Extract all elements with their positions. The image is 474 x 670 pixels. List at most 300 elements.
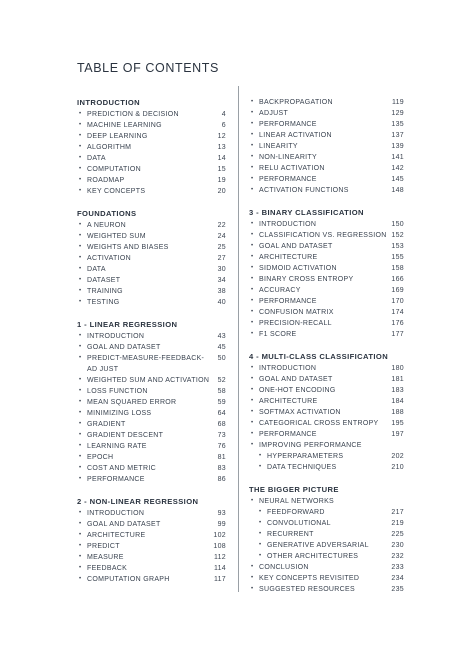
toc-entry-label: MEAN SQUARED ERROR	[87, 399, 177, 406]
toc-entry-page-number: 176	[391, 320, 404, 327]
toc-entry[interactable]	[77, 375, 226, 386]
toc-entry-page-number: 64	[217, 410, 226, 417]
toc-entry[interactable]	[77, 563, 226, 574]
toc-entry[interactable]	[77, 131, 226, 142]
toc-entry-page-number: 25	[217, 244, 226, 251]
toc-entry[interactable]	[249, 440, 404, 451]
toc-entry-page-number: 141	[391, 154, 404, 161]
bullet-icon: •	[259, 553, 262, 559]
toc-entry[interactable]	[77, 541, 226, 552]
toc-entry-page-number: 20	[217, 188, 226, 195]
toc-entry-label: GOAL AND DATASET	[87, 344, 161, 351]
bullet-icon: •	[251, 99, 254, 105]
toc-entry[interactable]	[249, 584, 404, 595]
toc-entry-label: PRECISION-RECALL	[259, 320, 332, 327]
bullet-icon: •	[251, 265, 254, 271]
bullet-icon: •	[259, 520, 262, 526]
toc-entry[interactable]	[249, 130, 404, 141]
toc-entry-label: INTRODUCTION	[87, 333, 145, 340]
toc-entry[interactable]	[249, 296, 404, 307]
bullet-icon: •	[79, 144, 82, 150]
toc-entry-label: CLASSIFICATION VS. REGRESSION	[259, 232, 387, 239]
toc-entry[interactable]	[249, 318, 404, 329]
toc-entry[interactable]	[249, 241, 404, 252]
toc-entry-label: WEIGHTED SUM	[87, 233, 146, 240]
bullet-icon: •	[251, 187, 254, 193]
toc-entry[interactable]	[77, 264, 226, 275]
toc-entry-page-number: 19	[217, 177, 226, 184]
toc-entry[interactable]	[249, 551, 404, 562]
toc-entry-label: IMPROVING PERFORMANCE	[259, 442, 362, 449]
section-heading: 2 - NON-LINEAR REGRESSION	[77, 497, 199, 506]
toc-entry-page-number: 30	[217, 266, 226, 273]
toc-entry-page-number: 73	[217, 432, 226, 439]
toc-entry-page-number: 183	[391, 387, 404, 394]
section-gap	[77, 197, 226, 208]
toc-entry[interactable]	[249, 252, 404, 263]
bullet-icon: •	[251, 132, 254, 138]
toc-entry-label: HYPERPARAMETERS	[267, 453, 344, 460]
toc-entry[interactable]	[249, 496, 404, 507]
toc-entry[interactable]	[249, 451, 404, 462]
bullet-icon: •	[251, 442, 254, 448]
toc-entry-label: ONE-HOT ENCODING	[259, 387, 336, 394]
toc-entry[interactable]	[77, 186, 226, 197]
section-gap	[249, 196, 404, 207]
toc-entry[interactable]	[249, 230, 404, 241]
toc-entry-label: SUGGESTED RESOURCES	[259, 586, 355, 593]
toc-entry-label: COST AND METRIC	[87, 465, 156, 472]
bullet-icon: •	[251, 320, 254, 326]
toc-entry[interactable]	[77, 452, 226, 463]
toc-entry-label: DATA	[87, 155, 106, 162]
toc-section-4-multi-class-classification	[249, 351, 404, 473]
toc-entry[interactable]	[249, 407, 404, 418]
bullet-icon: •	[79, 222, 82, 228]
toc-entry-page-number: 34	[217, 277, 226, 284]
toc-entry-page-number: 230	[391, 542, 404, 549]
toc-entry[interactable]	[77, 530, 226, 541]
toc-entry[interactable]	[77, 441, 226, 452]
bullet-icon: •	[79, 388, 82, 394]
toc-entry-page-number: 68	[217, 421, 226, 428]
toc-entry-label: ACTIVATION	[87, 255, 131, 262]
toc-entry-label: PREDICT-MEASURE-FEEDBACK-AD JUST	[87, 355, 205, 373]
bullet-icon: •	[259, 453, 262, 459]
toc-entry[interactable]	[77, 164, 226, 175]
toc-entry-page-number: 86	[217, 476, 226, 483]
toc-entry-label: A NEURON	[87, 222, 126, 229]
toc-entry[interactable]	[249, 97, 404, 108]
toc-entry-page-number: 150	[391, 221, 404, 228]
toc-entry-label: TESTING	[87, 299, 120, 306]
toc-entry-page-number: 50	[217, 355, 226, 362]
toc-entry[interactable]	[77, 519, 226, 530]
toc-entry-label: GENERATIVE ADVERSARIAL	[267, 542, 369, 549]
toc-entry[interactable]	[77, 231, 226, 242]
section-heading: INTRODUCTION	[77, 98, 141, 107]
toc-entry-page-number: 170	[391, 298, 404, 305]
toc-entry-page-number: 102	[213, 532, 226, 539]
toc-entry-page-number: 45	[217, 344, 226, 351]
bullet-icon: •	[79, 266, 82, 272]
toc-entry[interactable]	[77, 286, 226, 297]
bullet-icon: •	[251, 586, 254, 592]
toc-entry-label: ALGORITHM	[87, 144, 132, 151]
bullet-icon: •	[251, 165, 254, 171]
toc-entry-label: KEY CONCEPTS REVISITED	[259, 575, 360, 582]
toc-entry-label: ARCHITECTURE	[87, 532, 146, 539]
section-heading: 4 - MULTI-CLASS CLASSIFICATION	[249, 352, 389, 361]
toc-entry-label: LOSS FUNCTION	[87, 388, 148, 395]
toc-entry[interactable]	[249, 274, 404, 285]
toc-entry[interactable]	[77, 430, 226, 441]
bullet-icon: •	[79, 122, 82, 128]
toc-entry-label: GRADIENT	[87, 421, 126, 428]
bullet-icon: •	[251, 420, 254, 426]
toc-entry-label: COMPUTATION	[87, 166, 141, 173]
toc-entry-label: RELU ACTIVATION	[259, 165, 325, 172]
column-divider	[238, 86, 239, 592]
toc-entry[interactable]	[77, 142, 226, 153]
toc-entry[interactable]	[77, 275, 226, 286]
toc-entry[interactable]	[249, 462, 404, 473]
toc-entry-page-number: 184	[391, 398, 404, 405]
section-heading: 3 - BINARY CLASSIFICATION	[249, 208, 364, 217]
bullet-icon: •	[251, 243, 254, 249]
bullet-icon: •	[251, 309, 254, 315]
toc-entry[interactable]	[77, 386, 226, 397]
toc-entry-page-number: 15	[217, 166, 226, 173]
toc-entry-label: EPOCH	[87, 454, 114, 461]
toc-entry-label: GRADIENT DESCENT	[87, 432, 164, 439]
toc-entry-label: INTRODUCTION	[259, 365, 317, 372]
toc-entry-page-number: 99	[217, 521, 226, 528]
toc-entry[interactable]	[249, 529, 404, 540]
toc-entry[interactable]	[77, 242, 226, 253]
toc-entry-label: LINEAR ACTIVATION	[259, 132, 332, 139]
bullet-icon: •	[79, 111, 82, 117]
toc-entry-page-number: 22	[217, 222, 226, 229]
bullet-icon: •	[251, 298, 254, 304]
toc-entry-label: GOAL AND DATASET	[259, 376, 333, 383]
toc-section-introduction	[77, 97, 226, 197]
toc-entry[interactable]	[249, 329, 404, 340]
toc-entry[interactable]	[77, 120, 226, 131]
bullet-icon: •	[79, 543, 82, 549]
bullet-icon: •	[79, 443, 82, 449]
section-heading: THE BIGGER PICTURE	[249, 485, 339, 494]
bullet-icon: •	[251, 331, 254, 337]
bullet-icon: •	[251, 365, 254, 371]
toc-entry-page-number: 169	[391, 287, 404, 294]
bullet-icon: •	[79, 399, 82, 405]
bullet-icon: •	[79, 333, 82, 339]
toc-entry[interactable]	[77, 408, 226, 419]
toc-entry-page-number: 174	[391, 309, 404, 316]
toc-entry-page-number: 137	[391, 132, 404, 139]
toc-entry-label: PERFORMANCE	[259, 121, 317, 128]
toc-entry-label: TRAINING	[87, 288, 123, 295]
toc-entry-label: NON-LINEARITY	[259, 154, 317, 161]
bullet-icon: •	[259, 542, 262, 548]
toc-entry-label: BACKPROPAGATION	[259, 99, 333, 106]
bullet-icon: •	[251, 254, 254, 260]
toc-entry[interactable]	[249, 185, 404, 196]
toc-entry-page-number: 58	[217, 388, 226, 395]
toc-entry-page-number: 145	[391, 176, 404, 183]
toc-entry-label: PREDICT	[87, 543, 120, 550]
bullet-icon: •	[79, 432, 82, 438]
toc-entry-label: ARCHITECTURE	[259, 398, 318, 405]
page-title: TABLE OF CONTENTS	[77, 61, 219, 75]
toc-entry[interactable]	[77, 474, 226, 485]
toc-entry[interactable]	[77, 419, 226, 430]
toc-entry-label: ROADMAP	[87, 177, 125, 184]
toc-entry-page-number: 52	[217, 377, 226, 384]
toc-entry-page-number: 83	[217, 465, 226, 472]
toc-entry-page-number: 219	[391, 520, 404, 527]
bullet-icon: •	[251, 154, 254, 160]
toc-entry[interactable]	[77, 109, 226, 120]
toc-entry[interactable]	[249, 119, 404, 130]
toc-entry-page-number: 108	[213, 543, 226, 550]
toc-entry[interactable]	[249, 518, 404, 529]
bullet-icon: •	[259, 464, 262, 470]
toc-entry-label: DATA TECHNIQUES	[267, 464, 337, 471]
toc-entry-label: ARCHITECTURE	[259, 254, 318, 261]
toc-entry-label: PERFORMANCE	[259, 176, 317, 183]
toc-entry-label: ACCURACY	[259, 287, 301, 294]
toc-entry-label: OTHER ARCHITECTURES	[267, 553, 359, 560]
toc-entry[interactable]	[77, 297, 226, 308]
section-heading: 1 - LINEAR REGRESSION	[77, 320, 178, 329]
toc-entry[interactable]	[249, 562, 404, 573]
bullet-icon: •	[79, 410, 82, 416]
toc-entry-page-number: 27	[217, 255, 226, 262]
toc-entry-page-number: 188	[391, 409, 404, 416]
bullet-icon: •	[79, 288, 82, 294]
bullet-icon: •	[251, 409, 254, 415]
toc-entry[interactable]	[249, 263, 404, 274]
toc-entry-label: WEIGHTS AND BIASES	[87, 244, 169, 251]
toc-entry-page-number: 139	[391, 143, 404, 150]
toc-entry-page-number: 234	[391, 575, 404, 582]
toc-entry-label: MACHINE LEARNING	[87, 122, 162, 129]
toc-entry[interactable]	[249, 507, 404, 518]
toc-entry[interactable]	[249, 219, 404, 230]
toc-entry-page-number: 210	[391, 464, 404, 471]
toc-entry-label: MINIMIZING LOSS	[87, 410, 152, 417]
toc-entry-page-number: 177	[391, 331, 404, 338]
toc-section-3-binary-classification	[249, 207, 404, 340]
toc-entry-page-number: 38	[217, 288, 226, 295]
bullet-icon: •	[79, 177, 82, 183]
toc-entry[interactable]	[249, 429, 404, 440]
toc-section-foundations	[77, 208, 226, 308]
toc-left-column	[77, 97, 226, 585]
toc-entry-page-number: 117	[213, 576, 226, 583]
toc-entry-label: ACTIVATION FUNCTIONS	[259, 187, 349, 194]
toc-entry-label: PERFORMANCE	[259, 298, 317, 305]
toc-entry[interactable]	[77, 397, 226, 408]
toc-section-the-bigger-picture	[249, 484, 404, 595]
bullet-icon: •	[79, 244, 82, 250]
toc-entry-page-number: 14	[217, 155, 226, 162]
toc-entry-page-number: 24	[217, 233, 226, 240]
toc-entry[interactable]	[249, 174, 404, 185]
toc-entry[interactable]	[249, 540, 404, 551]
toc-entry-page-number: 181	[391, 376, 404, 383]
toc-entry-page-number: 93	[217, 510, 226, 517]
toc-entry-label: DATASET	[87, 277, 121, 284]
bullet-icon: •	[79, 510, 82, 516]
toc-entry[interactable]	[77, 342, 226, 353]
toc-entry[interactable]	[249, 363, 404, 374]
bullet-icon: •	[79, 454, 82, 460]
toc-entry-page-number: 148	[391, 187, 404, 194]
toc-entry[interactable]	[77, 353, 226, 375]
toc-entry-page-number: 235	[391, 586, 404, 593]
toc-entry-label: KEY CONCEPTS	[87, 188, 146, 195]
toc-entry-page-number: 129	[391, 110, 404, 117]
toc-entry[interactable]	[77, 508, 226, 519]
toc-entry-page-number: 195	[391, 420, 404, 427]
bullet-icon: •	[251, 564, 254, 570]
section-gap	[249, 473, 404, 484]
toc-entry-label: CONCLUSION	[259, 564, 309, 571]
toc-right-column	[249, 97, 404, 595]
toc-entry[interactable]	[249, 163, 404, 174]
toc-entry[interactable]	[77, 253, 226, 264]
toc-entry-label: ADJUST	[259, 110, 289, 117]
toc-entry-page-number: 59	[217, 399, 226, 406]
toc-entry-label: LEARNING RATE	[87, 443, 147, 450]
bullet-icon: •	[259, 531, 262, 537]
section-gap	[77, 485, 226, 496]
toc-entry-label: DEEP LEARNING	[87, 133, 148, 140]
toc-entry-page-number: 197	[391, 431, 404, 438]
toc-entry[interactable]	[77, 574, 226, 585]
bullet-icon: •	[251, 110, 254, 116]
bullet-icon: •	[79, 255, 82, 261]
bullet-icon: •	[79, 277, 82, 283]
toc-entry-label: INTRODUCTION	[259, 221, 317, 228]
toc-entry-page-number: 135	[391, 121, 404, 128]
bullet-icon: •	[79, 299, 82, 305]
bullet-icon: •	[79, 133, 82, 139]
toc-entry-page-number: 153	[391, 243, 404, 250]
bullet-icon: •	[79, 576, 82, 582]
toc-entry-label: PREDICTION & DECISION	[87, 111, 179, 118]
toc-entry-label: SIDMOID ACTIVATION	[259, 265, 337, 272]
toc-section-2-non-linear-regression	[77, 496, 226, 585]
toc-entry-page-number: 43	[217, 333, 226, 340]
section-heading: FOUNDATIONS	[77, 209, 137, 218]
toc-entry-page-number: 81	[217, 454, 226, 461]
toc-entry-page-number: 166	[391, 276, 404, 283]
toc-entry-label: GOAL AND DATASET	[259, 243, 333, 250]
toc-entry-page-number: 13	[217, 144, 226, 151]
toc-entry-page-number: 114	[213, 565, 226, 572]
toc-entry[interactable]	[249, 307, 404, 318]
toc-entry[interactable]	[77, 220, 226, 231]
bullet-icon: •	[79, 188, 82, 194]
toc-entry-label: MEASURE	[87, 554, 124, 561]
toc-entry-label: PERFORMANCE	[259, 431, 317, 438]
toc-entry-label: WEIGHTED SUM AND ACTIVATION	[87, 377, 210, 384]
toc-entry[interactable]	[249, 108, 404, 119]
toc-entry-page-number: 40	[217, 299, 226, 306]
toc-entry[interactable]	[77, 552, 226, 563]
toc-entry-label: SOFTMAX ACTIVATION	[259, 409, 341, 416]
bullet-icon: •	[79, 554, 82, 560]
toc-entry[interactable]	[77, 175, 226, 186]
toc-entry[interactable]	[249, 418, 404, 429]
toc-entry-page-number: 142	[391, 165, 404, 172]
bullet-icon: •	[251, 143, 254, 149]
toc-entry-page-number: 180	[391, 365, 404, 372]
bullet-icon: •	[79, 532, 82, 538]
toc-entry-page-number: 232	[391, 553, 404, 560]
bullet-icon: •	[251, 387, 254, 393]
toc-entry-label: F1 SCORE	[259, 331, 297, 338]
bullet-icon: •	[251, 276, 254, 282]
bullet-icon: •	[79, 421, 82, 427]
bullet-icon: •	[251, 575, 254, 581]
toc-entry-page-number: 4	[221, 111, 226, 118]
toc-entry-label: RECURRENT	[267, 531, 314, 538]
toc-entry-label: INTRODUCTION	[87, 510, 145, 517]
toc-entry-page-number: 217	[391, 509, 404, 516]
bullet-icon: •	[259, 509, 262, 515]
toc-entry[interactable]	[249, 285, 404, 296]
toc-entry[interactable]	[249, 396, 404, 407]
toc-entry[interactable]	[249, 385, 404, 396]
bullet-icon: •	[79, 155, 82, 161]
toc-entry[interactable]	[249, 374, 404, 385]
toc-entry[interactable]	[77, 153, 226, 164]
toc-entry[interactable]	[249, 573, 404, 584]
bullet-icon: •	[79, 233, 82, 239]
toc-entry-page-number: 76	[217, 443, 226, 450]
toc-section-continued	[249, 97, 404, 196]
bullet-icon: •	[79, 355, 82, 361]
toc-entry-label: PERFORMANCE	[87, 476, 145, 483]
bullet-icon: •	[79, 521, 82, 527]
bullet-icon: •	[79, 565, 82, 571]
toc-entry[interactable]	[249, 141, 404, 152]
toc-entry-label: CONVOLUTIONAL	[267, 520, 331, 527]
toc-entry[interactable]	[77, 331, 226, 342]
toc-entry[interactable]	[77, 463, 226, 474]
toc-entry-page-number: 233	[391, 564, 404, 571]
bullet-icon: •	[251, 176, 254, 182]
toc-entry-page-number: 158	[391, 265, 404, 272]
bullet-icon: •	[79, 166, 82, 172]
toc-entry-label: FEEDFORWARD	[267, 509, 325, 516]
toc-entry-label: NEURAL NETWORKS	[259, 498, 335, 505]
toc-entry-label: BINARY CROSS ENTROPY	[259, 276, 354, 283]
toc-entry-label: COMPUTATION GRAPH	[87, 576, 170, 583]
toc-entry-page-number: 119	[391, 99, 404, 106]
toc-entry-label: CATEGORICAL CROSS ENTROPY	[259, 420, 379, 427]
toc-entry[interactable]	[249, 152, 404, 163]
toc-entry-label: CONFUSION MATRIX	[259, 309, 334, 316]
bullet-icon: •	[79, 476, 82, 482]
toc-entry-label: FEEDBACK	[87, 565, 128, 572]
bullet-icon: •	[79, 344, 82, 350]
